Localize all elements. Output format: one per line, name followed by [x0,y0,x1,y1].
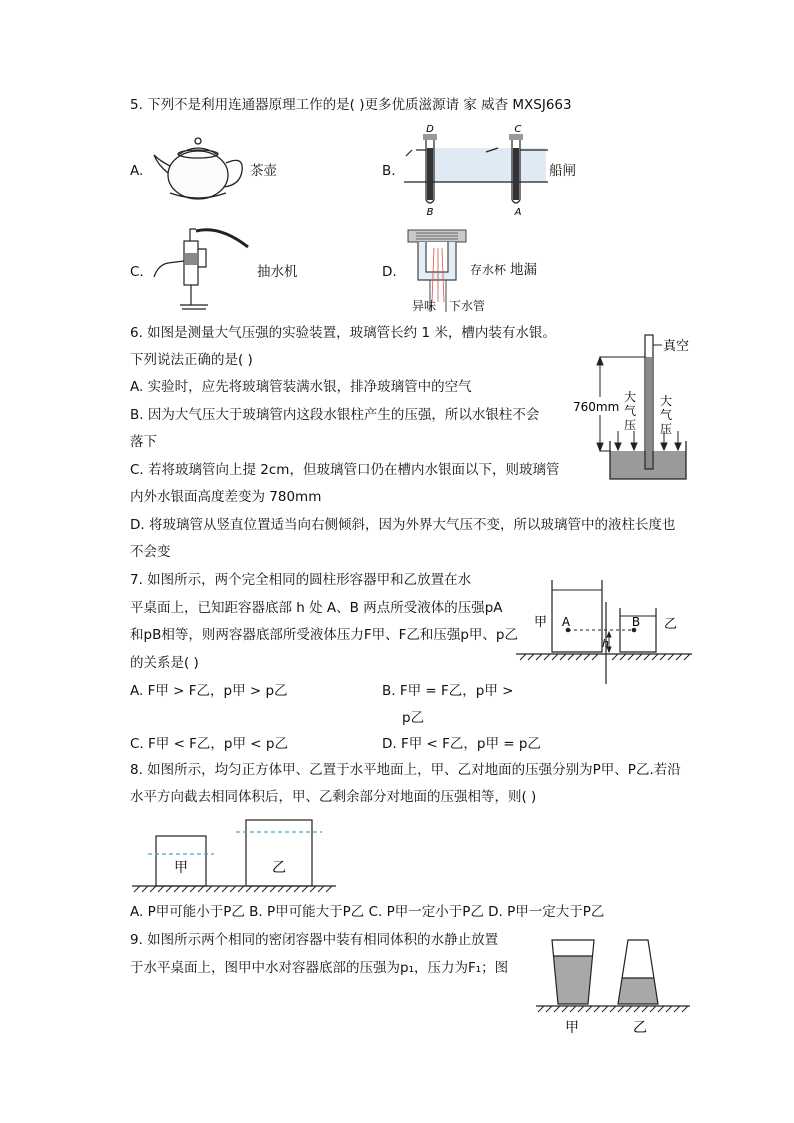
q7-option-d: D. F甲 < F乙，p甲 = p乙 [382,736,541,752]
q5-option-d-odor-label: 异味 [412,299,437,313]
q5-stem: 5. 下列不是利用连通器原理工作的是( )更多优质滋源请 家 威杳 MXSJ663 [130,97,572,113]
vacuum-label: 真空 [663,339,690,354]
q7-option-b-line1: B. F甲 = F乙，p甲 > [382,683,514,699]
q7-option-b-line2: p乙 [402,710,425,726]
q8-stem-line1: 8. 如图所示，均匀正方体甲、乙置于水平地面上，甲、乙对地面的压强分别为P甲、P乙.若沿 [130,762,681,778]
pressure-left-3: 压 [624,418,637,432]
q5-option-d-cup-label: 存水杯 [470,263,507,277]
container-yi-label: 乙 [633,1020,647,1036]
q5-option-b-letter: B. [382,163,396,179]
q6-option-c-line2: 内外水银面高度差变为 780mm [130,489,322,505]
q6-stem-line2: 下列说法正确的是( ) [130,352,253,368]
lock-letter-c: C [514,124,522,135]
cube-jia-label: 甲 [174,860,188,876]
q7-stem-line4: 的关系是( ) [130,655,199,671]
water-pump-figure [150,225,252,311]
ship-lock-figure [402,122,550,218]
cylinders-figure [516,574,694,686]
q6-stem-line1: 6. 如图是测量大气压强的实验装置，玻璃管长约 1 米，槽内装有水银。 [130,325,556,341]
height-h-label: h [602,637,609,650]
pressure-right-3: 压 [660,422,673,436]
lock-letter-b: B [426,207,434,218]
q6-option-d-line1: D. 将玻璃管从竖直位置适当向右侧倾斜，因为外界大气压不变，所以玻璃管中的液柱长度也 [130,517,676,533]
cubes-figure [132,814,338,896]
q7-option-c: C. F甲 < F乙，p甲 < p乙 [130,736,288,752]
q5-option-d-label: 地漏 [510,262,537,278]
q5-option-b-label: 船闸 [549,163,576,179]
pressure-left-2: 气 [624,404,637,418]
barometer-figure [570,333,696,483]
q7-stem-line2: 平桌面上，已知距容器底部 h 处 A、B 两点所受液体的压强pA [130,600,503,616]
q5-option-a-label: 茶壶 [250,163,277,179]
q7-stem-line1: 7. 如图所示，两个完全相同的圆柱形容器甲和乙放置在水 [130,572,472,588]
containers-figure [536,934,692,1038]
q5-option-c-letter: C. [130,264,144,280]
q6-option-b-line2: 落下 [130,434,157,450]
q6-option-b-line1: B. 因为大气压大于玻璃管内这段水银柱产生的压强，所以水银柱不会 [130,407,540,423]
q6-option-d-line2: 不会变 [130,544,171,560]
lock-letter-d: D [426,124,434,135]
q9-stem-line2: 于水平桌面上，图甲中水对容器底部的压强为p₁，压力为F₁；图 [130,960,509,976]
point-a-label: A [561,615,571,629]
q6-option-a: A. 实验时，应先将玻璃管装满水银，排净玻璃管中的空气 [130,379,472,395]
q8-options: A. P甲可能小于P乙 B. P甲可能大于P乙 C. P甲一定小于P乙 D. P甲一定大于P乙 [130,904,605,920]
q5-option-a-letter: A. [130,163,144,179]
height-label: 760mm [573,400,620,414]
lock-letter-a: A [514,207,522,218]
q9-stem-line1: 9. 如图所示两个相同的密闭容器中装有相同体积的水静止放置 [130,932,499,948]
pressure-right-2: 气 [660,408,673,422]
fig7-jia-label: 甲 [534,615,548,630]
q7-stem-line3: 和pB相等，则两容器底部所受液体压力F甲、F乙和压强p甲、p乙 [130,627,518,643]
fig7-yi-label: 乙 [664,617,678,632]
q5-option-d-pipe-label: 下水管 [449,299,486,313]
teapot-figure [152,133,248,203]
pressure-right-1: 大 [660,394,673,408]
point-b-label: B [631,615,641,629]
q5-option-c-label: 抽水机 [257,264,298,280]
q7-option-a: A. F甲 > F乙，p甲 > p乙 [130,683,288,699]
cube-yi-label: 乙 [272,860,286,876]
q8-stem-line2: 水平方向截去相同体积后，甲、乙剩余部分对地面的压强相等，则( ) [130,789,537,805]
container-jia-label: 甲 [565,1020,579,1036]
q5-option-d-letter: D. [382,264,397,280]
q6-option-c-line1: C. 若将玻璃管向上提 2cm，但玻璃管口仍在槽内水银面以下，则玻璃管 [130,462,560,478]
pressure-left-1: 大 [624,390,637,404]
